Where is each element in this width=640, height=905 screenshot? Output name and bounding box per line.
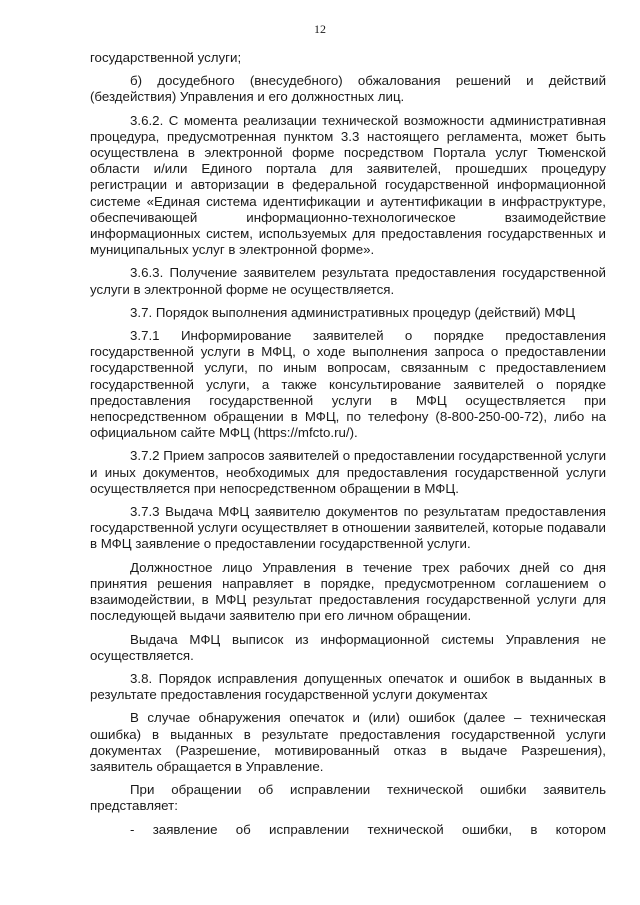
paragraph-continuation: государственной услуги;	[90, 50, 242, 65]
paragraph-3-7-2: 3.7.2 Прием запросов заявителей о предоставлении государственной услуги и иных документов, необходимых для предоставления государственной услуги осуществляется при непосредственном обращении в МФЦ.	[90, 448, 606, 496]
list-item-application: - заявление об исправлении технической ошибки, в котором	[130, 821, 606, 837]
section-heading-3-7: 3.7. Порядок выполнения административных процедур (действий) МФЦ	[130, 304, 576, 320]
paragraph-appeal: б) досудебного (внесудебного) обжалования решений и действий (бездействия) Управления и его должностных лиц.	[90, 73, 606, 105]
paragraph-technical-error: В случае обнаружения опечаток и (или) ошибок (далее – техническая ошибка) в выданных в результате предоставления государственной услуги документах (Разрешение, мотивированный отказ в выдаче Разрешения), заявитель обращается в Управление.	[90, 710, 606, 774]
paragraph-3-6-2: 3.6.2. С момента реализации технической возможности административная процедура, предусмотренная пунктом 3.3 настоящего регламента, может быть осуществлена в электронной форме посредством Портала услуг Тюменской области и/или Единого портала для заявителей, прошедших процедуру регистрации и авторизации в федеральной государственной информационной системе «Единая система идентификации и аутентификации в инфраструктуре, обеспечивающей информационно-технологическое взаимодействие информационных систем, используемых для предоставления государственных и муниципальных услуг в электронной форме».	[90, 112, 606, 258]
paragraph-3-6-3: 3.6.3. Получение заявителем результата предоставления государственной услуги в электронной форме не осуществляется.	[90, 265, 606, 297]
paragraph-extracts: Выдача МФЦ выписок из информационной системы Управления не осуществляется.	[90, 631, 606, 663]
paragraph-3-7-3: 3.7.3 Выдача МФЦ заявителю документов по результатам предоставления государственной услуги осуществляет в отношении заявителей, которые подавали в МФЦ заявление о предоставлении государственной услуги.	[90, 504, 606, 552]
paragraph-3-7-1: 3.7.1 Информирование заявителей о порядке предоставления государственной услуги в МФЦ, о ходе выполнения запроса о предоставлении государственной услуги, по иным вопросам, связанным с предоставлением государственной услуги, а также консультирование заявителей о порядке предоставления государственной услуги в МФЦ осуществляется при непосредственном обращении в МФЦ, по телефону (8-800-250-00-72), либо на официальном сайте МФЦ (https://mfcto.ru/).	[90, 328, 606, 441]
section-heading-3-8: 3.8. Порядок исправления допущенных опечаток и ошибок в выданных в результате предоставления государственной услуги документах	[90, 670, 606, 703]
document-body	[90, 50, 606, 845]
paragraph-official-duty: Должностное лицо Управления в течение трех рабочих дней со дня принятия решения направляет в порядке, предусмотренном соглашением о взаимодействии, в МФЦ результат предоставления государственной услуги для последующей выдачи заявителю при его личном обращении.	[90, 559, 606, 624]
paragraph-applicant-submits: При обращении об исправлении технической ошибки заявитель представляет:	[90, 782, 606, 814]
page-number: 12	[314, 22, 326, 36]
